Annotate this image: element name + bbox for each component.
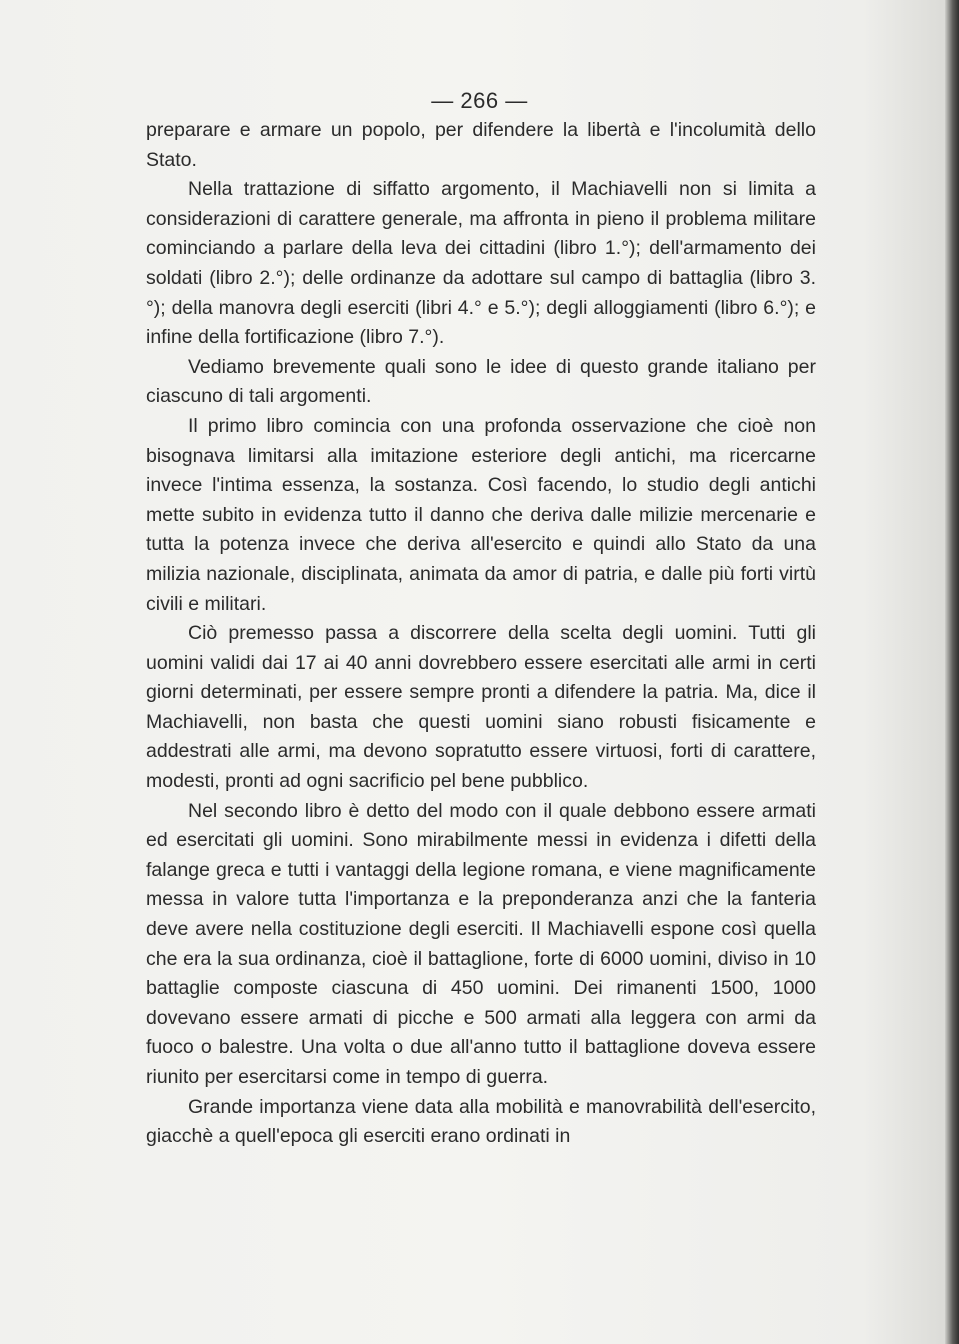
- paragraph: Ciò premesso passa a discorrere della scelta degli uomini. Tutti gli uomini validi dai 17 ai 40 anni dovrebbero essere esercitati alle armi in certi giorni determinati, per essere sempre pronti a difendere la patria. Ma, dice il Machiavelli, non basta che questi uomini siano robusti fisicamente e addestrati alle armi, ma devono sopratutto essere virtuosi, forti di carattere, modesti, pronti ad ogni sacrificio pel bene pubblico.: [146, 622, 816, 793]
- page-number: — 266 —: [431, 88, 528, 113]
- paragraph: Nella trattazione di siffatto argomento, il Machiavelli non si limita a considerazioni di carattere generale, ma affronta in pieno il problema militare cominciando a parlare della leva dei cittadini (libro 1.°); dell'armamento dei soldati (libro 2.°); delle ordinanze da adottare sul campo di battaglia (libro 3.°); della manovra degli eserciti (libri 4.° e 5.°); degli alloggiamenti (libro 6.°); e infine della fortificazione (libro 7.°).: [146, 178, 816, 349]
- page-edge-shadow: [945, 0, 959, 1344]
- paragraph: Il primo libro comincia con una profonda osservazione che cioè non bisognava limitarsi alla imitazione esteriore degli antichi, ma ricercarne invece l'intima essenza, la sostanza. Così facendo, lo studio degli antichi mette subito in evidenza tutto il danno che deriva dalle milizie mercenarie e tutta la potenza invece che deriva all'esercito e quindi allo Stato da una milizia nazionale, disciplinata, animata da amor di patria, e dalle più forti virtù civili e militari.: [146, 414, 816, 615]
- body-text: [146, 116, 816, 1152]
- paragraph-continuation: preparare e armare un popolo, per difendere la libertà e l'incolumità dello Stato.: [146, 119, 816, 171]
- paragraph: Nel secondo libro è detto del modo con il quale debbono essere armati ed esercitati gli uomini. Sono mirabilmente messi in evidenza i difetti della falange greca e tutti i vantaggi della legione romana, e viene magnificamente messa in valore tutta l'importanza e la preponderanza anzi che la fanteria deve avere nella costituzione degli eserciti. Il Machiavelli espone così quella che era la sua ordinanza, cioè il battaglione, forte di 6000 uomini, diviso in 10 battaglie composte ciascuna di 450 uomini. Dei rimanenti 1500, 1000 dovevano essere armati di picche e 500 armati alla leggera con armi da fuoco o balestre. Una volta o due all'anno tutto il battaglione doveva essere riunito per esercitarsi come in tempo di guerra.: [146, 799, 816, 1088]
- paragraph: Grande importanza viene data alla mobilità e manovrabilità dell'esercito, giacchè a quell'epoca gli eserciti erano ordinati in: [146, 1095, 816, 1148]
- paragraph: Vediamo brevemente quali sono le idee di questo grande italiano per ciascuno di tali argomenti.: [146, 355, 816, 408]
